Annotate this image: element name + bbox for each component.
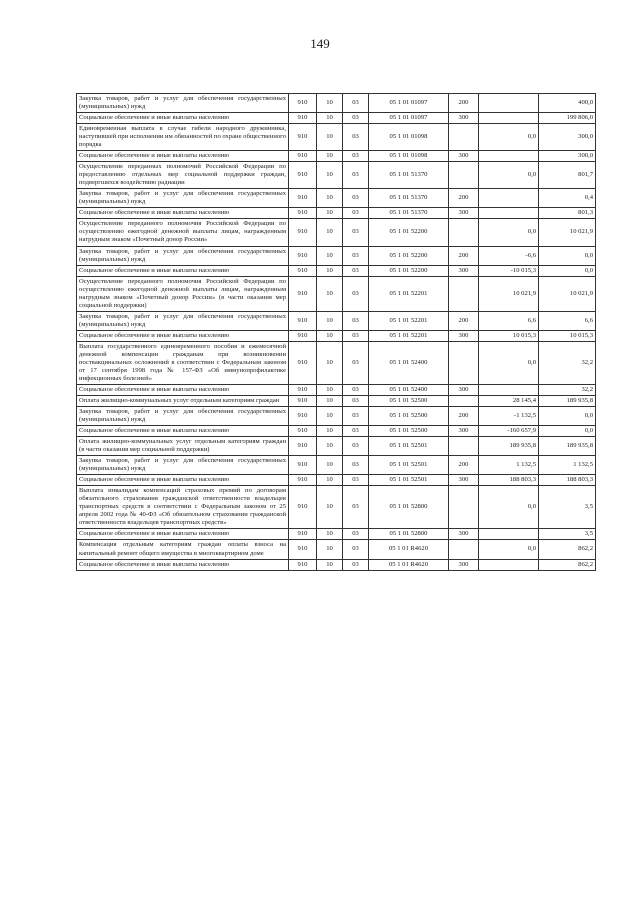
grbs-code: 910: [289, 162, 317, 189]
table-row: [77, 330, 596, 341]
grbs-code: 910: [289, 265, 317, 276]
amount-total: 6,6: [539, 311, 596, 330]
table-row: [77, 486, 596, 529]
subsection-code: 03: [343, 311, 369, 330]
target-article-code: 05 1 01 52201: [369, 330, 449, 341]
section-code: 10: [317, 396, 343, 407]
target-article-code: 05 1 01 52501: [369, 456, 449, 475]
section-code: 10: [317, 311, 343, 330]
subsection-code: 03: [343, 246, 369, 265]
table-row: [77, 437, 596, 456]
grbs-code: 910: [289, 189, 317, 208]
subsection-code: 03: [343, 330, 369, 341]
amount-total: 400,0: [539, 94, 596, 113]
expense-type-code: [449, 162, 479, 189]
row-name: Социальное обеспечение и иные выплаты населению: [77, 559, 289, 570]
section-code: 10: [317, 162, 343, 189]
amount-change: 28 145,4: [479, 396, 539, 407]
row-name: Закупка товаров, работ и услуг для обеспечения государственных (муниципальных) нужд: [77, 94, 289, 113]
grbs-code: 910: [289, 456, 317, 475]
expense-type-code: 300: [449, 330, 479, 341]
subsection-code: 03: [343, 219, 369, 246]
expense-type-code: [449, 540, 479, 559]
grbs-code: 910: [289, 124, 317, 151]
expense-type-code: 200: [449, 94, 479, 113]
section-code: 10: [317, 426, 343, 437]
table-row: [77, 396, 596, 407]
row-name: Закупка товаров, работ и услуг для обеспечения государственных (муниципальных) нужд: [77, 189, 289, 208]
target-article-code: 05 1 01 52500: [369, 396, 449, 407]
subsection-code: 03: [343, 113, 369, 124]
amount-change: 188 803,3: [479, 475, 539, 486]
grbs-code: 910: [289, 341, 317, 384]
row-name: Выплата государственного единовременного пособия и ежемесячной денежной компенсации гражданам при возникновении поствакцинальных осложнений в соответствии с Федеральным законом от 17 сентября 1998 года № 157-ФЗ «Об иммунопрофилактике инфекционных болезней»: [77, 341, 289, 384]
amount-total: 862,2: [539, 540, 596, 559]
grbs-code: 910: [289, 559, 317, 570]
subsection-code: 03: [343, 559, 369, 570]
row-name: Социальное обеспечение и иные выплаты населению: [77, 426, 289, 437]
grbs-code: 910: [289, 151, 317, 162]
target-article-code: 05 1 01 52201: [369, 276, 449, 311]
target-article-code: 05 1 01 52501: [369, 475, 449, 486]
subsection-code: 03: [343, 437, 369, 456]
section-code: 10: [317, 407, 343, 426]
table-row: [77, 529, 596, 540]
amount-change: 1 132,5: [479, 456, 539, 475]
expense-type-code: 300: [449, 384, 479, 395]
subsection-code: 03: [343, 94, 369, 113]
subsection-code: 03: [343, 151, 369, 162]
row-name: Социальное обеспечение и иные выплаты населению: [77, 330, 289, 341]
amount-change: [479, 113, 539, 124]
target-article-code: 05 1 01 01098: [369, 124, 449, 151]
subsection-code: 03: [343, 540, 369, 559]
row-name: Осуществление переданного полномочия Российской Федерации по осуществлению ежегодной денежной выплаты лицам, награжденным нагрудным знаком «Почетный донор России»: [77, 219, 289, 246]
subsection-code: 03: [343, 456, 369, 475]
grbs-code: 910: [289, 475, 317, 486]
grbs-code: 910: [289, 407, 317, 426]
row-name: Социальное обеспечение и иные выплаты населению: [77, 384, 289, 395]
amount-total: 10 021,9: [539, 219, 596, 246]
amount-change: [479, 384, 539, 395]
amount-change: 6,6: [479, 311, 539, 330]
table-row: [77, 208, 596, 219]
target-article-code: 05 1 01 52500: [369, 426, 449, 437]
page-number: 149: [310, 36, 330, 51]
table-row: [77, 94, 596, 113]
subsection-code: 03: [343, 276, 369, 311]
table-row: [77, 311, 596, 330]
section-code: 10: [317, 113, 343, 124]
expense-type-code: 300: [449, 475, 479, 486]
row-name: Социальное обеспечение и иные выплаты населению: [77, 208, 289, 219]
amount-total: 10 015,3: [539, 330, 596, 341]
expense-type-code: 300: [449, 113, 479, 124]
amount-total: 188 803,3: [539, 475, 596, 486]
section-code: 10: [317, 189, 343, 208]
table-row: [77, 124, 596, 151]
grbs-code: 910: [289, 426, 317, 437]
table-row: [77, 456, 596, 475]
row-name: Социальное обеспечение и иные выплаты населению: [77, 475, 289, 486]
subsection-code: 03: [343, 529, 369, 540]
target-article-code: 05 1 01 52800: [369, 486, 449, 529]
target-article-code: 05 1 01 52200: [369, 219, 449, 246]
section-code: 10: [317, 559, 343, 570]
expense-type-code: 300: [449, 265, 479, 276]
row-name: Социальное обеспечение и иные выплаты населению: [77, 529, 289, 540]
grbs-code: 910: [289, 94, 317, 113]
grbs-code: 910: [289, 330, 317, 341]
amount-total: 0,0: [539, 246, 596, 265]
table-row: [77, 113, 596, 124]
amount-total: 300,0: [539, 124, 596, 151]
row-name: Единовременная выплата в случае гибели народного дружинника, наступившей при исполнении им обязанностей по охране общественного порядка: [77, 124, 289, 151]
grbs-code: 910: [289, 396, 317, 407]
expense-type-code: 200: [449, 311, 479, 330]
subsection-code: 03: [343, 407, 369, 426]
amount-total: 0,0: [539, 407, 596, 426]
subsection-code: 03: [343, 475, 369, 486]
target-article-code: 05 1 01 01098: [369, 151, 449, 162]
section-code: 10: [317, 437, 343, 456]
expense-type-code: 300: [449, 426, 479, 437]
section-code: 10: [317, 456, 343, 475]
section-code: 10: [317, 219, 343, 246]
section-code: 10: [317, 151, 343, 162]
amount-change: 10 021,9: [479, 276, 539, 311]
amount-change: [479, 94, 539, 113]
amount-change: [479, 559, 539, 570]
amount-total: 0,4: [539, 189, 596, 208]
target-article-code: 05 1 01 52800: [369, 529, 449, 540]
table-row: [77, 384, 596, 395]
expense-type-code: 200: [449, 407, 479, 426]
target-article-code: 05 1 01 51370: [369, 162, 449, 189]
row-name: Социальное обеспечение и иные выплаты населению: [77, 265, 289, 276]
grbs-code: 910: [289, 486, 317, 529]
expense-type-code: 200: [449, 456, 479, 475]
target-article-code: 05 1 01 52501: [369, 437, 449, 456]
amount-total: 199 806,0: [539, 113, 596, 124]
target-article-code: 05 1 01 52200: [369, 246, 449, 265]
target-article-code: 05 1 01 52400: [369, 384, 449, 395]
amount-change: 0,0: [479, 219, 539, 246]
amount-change: -6,6: [479, 246, 539, 265]
amount-total: 1 132,5: [539, 456, 596, 475]
row-name: Закупка товаров, работ и услуг для обеспечения государственных (муниципальных) нужд: [77, 311, 289, 330]
expense-type-code: [449, 276, 479, 311]
amount-change: [479, 208, 539, 219]
section-code: 10: [317, 124, 343, 151]
target-article-code: 05 1 01 51370: [369, 189, 449, 208]
section-code: 10: [317, 265, 343, 276]
subsection-code: 03: [343, 124, 369, 151]
grbs-code: 910: [289, 529, 317, 540]
amount-change: 0,0: [479, 486, 539, 529]
target-article-code: 05 1 01 51370: [369, 208, 449, 219]
amount-change: -1 132,5: [479, 407, 539, 426]
budget-table: [76, 93, 596, 571]
amount-change: 10 015,3: [479, 330, 539, 341]
amount-total: 32,2: [539, 341, 596, 384]
expense-type-code: [449, 341, 479, 384]
section-code: 10: [317, 330, 343, 341]
section-code: 10: [317, 94, 343, 113]
row-name: Социальное обеспечение и иные выплаты населению: [77, 151, 289, 162]
expense-type-code: 300: [449, 559, 479, 570]
section-code: 10: [317, 475, 343, 486]
grbs-code: 910: [289, 311, 317, 330]
table-row: [77, 426, 596, 437]
subsection-code: 03: [343, 208, 369, 219]
amount-change: -10 015,3: [479, 265, 539, 276]
target-article-code: 05 1 01 01097: [369, 94, 449, 113]
target-article-code: 05 1 01 52201: [369, 311, 449, 330]
expense-type-code: [449, 486, 479, 529]
row-name: Закупка товаров, работ и услуг для обеспечения государственных (муниципальных) нужд: [77, 456, 289, 475]
section-code: 10: [317, 246, 343, 265]
section-code: 10: [317, 529, 343, 540]
amount-total: 10 021,9: [539, 276, 596, 311]
grbs-code: 910: [289, 219, 317, 246]
row-name: Закупка товаров, работ и услуг для обеспечения государственных (муниципальных) нужд: [77, 246, 289, 265]
table-row: [77, 540, 596, 559]
amount-total: 32,2: [539, 384, 596, 395]
amount-change: [479, 151, 539, 162]
amount-total: 3,5: [539, 529, 596, 540]
row-name: Оплата жилищно-коммунальных услуг отдельным категориям граждан: [77, 396, 289, 407]
table-row: [77, 407, 596, 426]
grbs-code: 910: [289, 384, 317, 395]
row-name: Социальное обеспечение и иные выплаты населению: [77, 113, 289, 124]
row-name: Осуществление переданного полномочия Российской Федерации по осуществлению ежегодной денежной выплаты лицам, награжденным нагрудным знаком «Почетный донор России» (в части оказания мер социальной поддержки): [77, 276, 289, 311]
table-row: [77, 151, 596, 162]
expense-type-code: [449, 219, 479, 246]
grbs-code: 910: [289, 113, 317, 124]
amount-total: 189 935,8: [539, 396, 596, 407]
table-row: [77, 475, 596, 486]
amount-change: [479, 189, 539, 208]
expense-type-code: [449, 396, 479, 407]
table-row: [77, 276, 596, 311]
amount-total: 189 935,8: [539, 437, 596, 456]
section-code: 10: [317, 384, 343, 395]
expense-type-code: [449, 124, 479, 151]
table-row: [77, 219, 596, 246]
amount-total: 0,0: [539, 265, 596, 276]
table-row: [77, 246, 596, 265]
section-code: 10: [317, 208, 343, 219]
expense-type-code: 300: [449, 151, 479, 162]
expense-type-code: 300: [449, 208, 479, 219]
row-name: Закупка товаров, работ и услуг для обеспечения государственных (муниципальных) нужд: [77, 407, 289, 426]
target-article-code: 05 1 01 R4620: [369, 540, 449, 559]
section-code: 10: [317, 276, 343, 311]
subsection-code: 03: [343, 341, 369, 384]
grbs-code: 910: [289, 540, 317, 559]
amount-change: 0,0: [479, 540, 539, 559]
grbs-code: 910: [289, 437, 317, 456]
grbs-code: 910: [289, 276, 317, 311]
amount-change: [479, 529, 539, 540]
row-name: Осуществление переданных полномочий Российской Федерации по предоставлению отдельных мер социальной поддержки граждан, подвергшихся воздействию радиации: [77, 162, 289, 189]
amount-total: 801,3: [539, 208, 596, 219]
target-article-code: 05 1 01 52200: [369, 265, 449, 276]
expense-type-code: 300: [449, 529, 479, 540]
table-row: [77, 189, 596, 208]
amount-change: 0,0: [479, 162, 539, 189]
target-article-code: 05 1 01 52400: [369, 341, 449, 384]
amount-total: 0,0: [539, 426, 596, 437]
subsection-code: 03: [343, 162, 369, 189]
target-article-code: 05 1 01 52500: [369, 407, 449, 426]
row-name: Компенсация отдельным категориям граждан оплаты взноса на капитальный ремонт общего имущества в многоквартирном доме: [77, 540, 289, 559]
grbs-code: 910: [289, 246, 317, 265]
table-row: [77, 341, 596, 384]
subsection-code: 03: [343, 396, 369, 407]
amount-change: -160 657,9: [479, 426, 539, 437]
amount-total: 801,7: [539, 162, 596, 189]
expense-type-code: 200: [449, 189, 479, 208]
expense-type-code: 200: [449, 246, 479, 265]
amount-total: 862,2: [539, 559, 596, 570]
target-article-code: 05 1 01 01097: [369, 113, 449, 124]
section-code: 10: [317, 540, 343, 559]
amount-total: 300,0: [539, 151, 596, 162]
subsection-code: 03: [343, 189, 369, 208]
amount-change: 0,0: [479, 124, 539, 151]
row-name: Оплата жилищно-коммунальных услуг отдельным категориям граждан (в части оказания мер социальной поддержки): [77, 437, 289, 456]
grbs-code: 910: [289, 208, 317, 219]
row-name: Выплата инвалидам компенсаций страховых премий по договорам обязательного страхования гражданской ответственности владельцев транспортных средств в соответствии с Федеральным законом от 25 апреля 2002 года № 40-ФЗ «Об обязательном страховании гражданской ответственности владельцев транспортных средств»: [77, 486, 289, 529]
table-row: [77, 162, 596, 189]
section-code: 10: [317, 341, 343, 384]
subsection-code: 03: [343, 426, 369, 437]
subsection-code: 03: [343, 384, 369, 395]
section-code: 10: [317, 486, 343, 529]
subsection-code: 03: [343, 486, 369, 529]
target-article-code: 05 1 01 R4620: [369, 559, 449, 570]
amount-change: 189 935,8: [479, 437, 539, 456]
expense-type-code: [449, 437, 479, 456]
subsection-code: 03: [343, 265, 369, 276]
table-row: [77, 559, 596, 570]
table-row: [77, 265, 596, 276]
amount-change: 0,0: [479, 341, 539, 384]
amount-total: 3,5: [539, 486, 596, 529]
